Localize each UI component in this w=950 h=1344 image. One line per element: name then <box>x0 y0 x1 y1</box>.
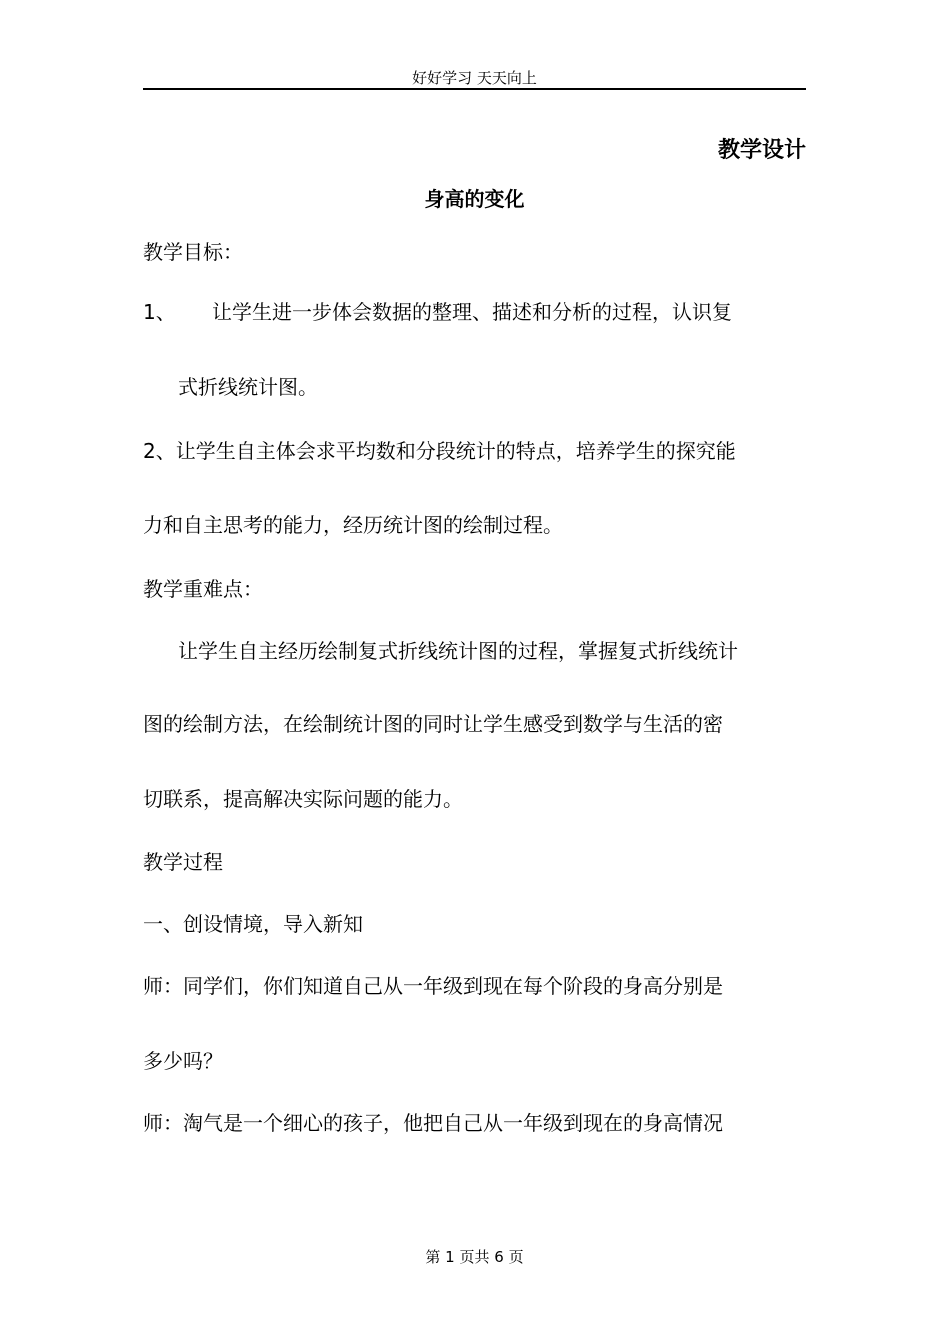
header-divider <box>143 88 806 90</box>
section-1-heading: 一、创设情境，导入新知 <box>143 912 363 936</box>
teacher-remark-1-line-1: 师：同学们，你们知道自己从一年级到现在每个阶段的身高分别是 <box>143 974 723 998</box>
page-header: 好好学习 天天向上 <box>412 69 537 87</box>
objectives-heading: 教学目标： <box>143 240 243 264</box>
teacher-remark-1-line-2: 多少吗？ <box>143 1049 223 1073</box>
objective-2-line-1: 2、让学生自主体会求平均数和分段统计的特点，培养学生的探究能 <box>143 439 736 463</box>
lesson-title: 身高的变化 <box>424 187 525 211</box>
objective-1-line-2: 式折线统计图。 <box>178 375 318 399</box>
teacher-remark-2-line-1: 师：淘气是一个细心的孩子，他把自己从一年级到现在的身高情况 <box>143 1111 723 1135</box>
key-points-line-3: 切联系，提高解决实际问题的能力。 <box>143 787 463 811</box>
objective-1-line-1: 让学生进一步体会数据的整理、描述和分析的过程，认识复 <box>212 300 732 324</box>
key-points-heading: 教学重难点： <box>143 577 263 601</box>
process-heading: 教学过程 <box>143 850 223 874</box>
objective-2-line-2: 力和自主思考的能力，经历统计图的绘制过程。 <box>143 513 563 537</box>
key-points-line-1: 让学生自主经历绘制复式折线统计图的过程，掌握复式折线统计 <box>178 639 738 663</box>
key-points-line-2: 图的绘制方法，在绘制统计图的同时让学生感受到数学与生活的密 <box>143 712 723 736</box>
objective-1-marker: 1、 <box>143 300 176 324</box>
page-number: 第 1 页共 6 页 <box>425 1248 524 1266</box>
document-title: 教学设计 <box>717 138 806 163</box>
